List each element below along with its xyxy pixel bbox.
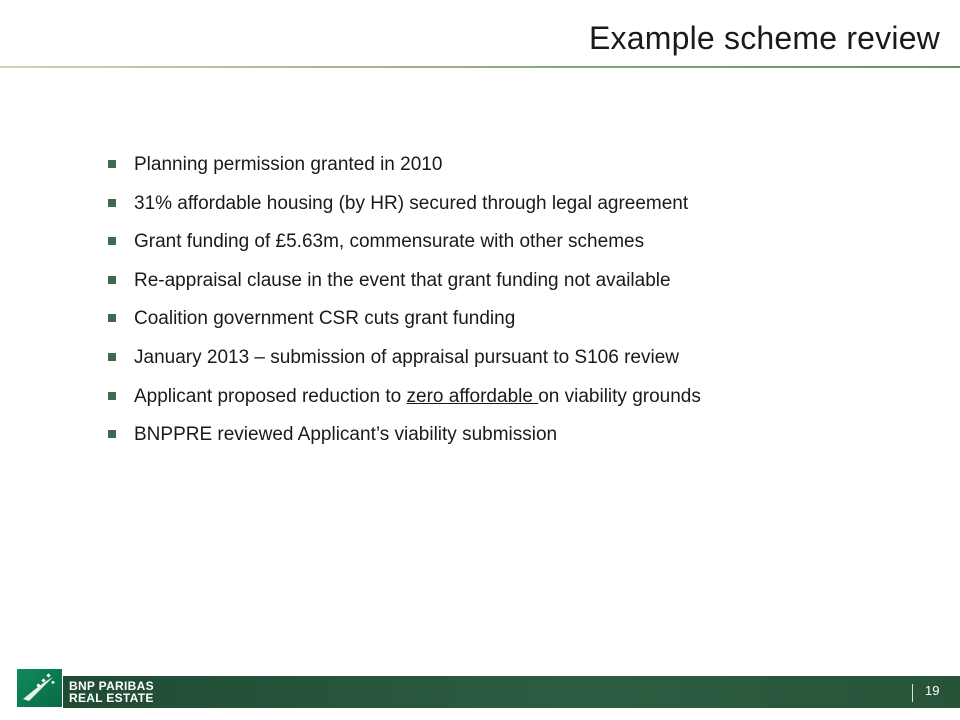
bullet-item <box>108 150 908 189</box>
bullet-text: January 2013 – submission of appraisal pursuant to S106 review <box>134 346 679 368</box>
bullet-text: Re-appraisal clause in the event that grant funding not available <box>134 269 671 291</box>
square-bullet-icon <box>108 237 116 245</box>
bullet-text: 31% affordable housing (by HR) secured through legal agreement <box>134 192 689 214</box>
bullet-text: Coalition government CSR cuts grant funding <box>134 308 516 330</box>
slide-title: Example scheme review <box>589 20 940 56</box>
bullet-item <box>108 304 908 343</box>
square-bullet-icon <box>108 392 116 400</box>
title-rule <box>0 66 960 68</box>
square-bullet-icon <box>108 276 116 284</box>
square-bullet-icon <box>108 160 116 168</box>
bullet-text-post: on viability grounds <box>538 385 701 407</box>
square-bullet-icon <box>108 353 116 361</box>
logo-line-1: BNP PARIBAS <box>69 679 154 693</box>
bullet-item <box>108 266 908 305</box>
footer-bar <box>16 676 960 708</box>
bullet-list <box>108 150 908 459</box>
bullet-item <box>108 343 908 382</box>
page-number-divider <box>912 684 913 702</box>
square-bullet-icon <box>108 314 116 322</box>
bullet-text: BNPPRE reviewed Applicant’s viability submission <box>134 424 558 446</box>
bullet-text-pre: Applicant proposed reduction to <box>134 385 407 407</box>
bullet-item <box>108 227 908 266</box>
bullet-item <box>108 420 908 459</box>
bullet-text: Grant funding of £5.63m, commensurate with other schemes <box>134 231 645 253</box>
company-logo-text <box>69 680 154 704</box>
bullet-text <box>134 386 701 407</box>
bullet-item <box>108 189 908 228</box>
underlined-phrase: zero affordable <box>406 385 539 407</box>
stars-bird-icon <box>16 668 63 708</box>
square-bullet-icon <box>108 430 116 438</box>
bullet-text: Planning permission granted in 2010 <box>134 154 443 175</box>
logo-line-2: REAL ESTATE <box>69 691 154 705</box>
square-bullet-icon <box>108 199 116 207</box>
bullet-item <box>108 382 908 421</box>
page-number: 19 <box>925 683 940 698</box>
